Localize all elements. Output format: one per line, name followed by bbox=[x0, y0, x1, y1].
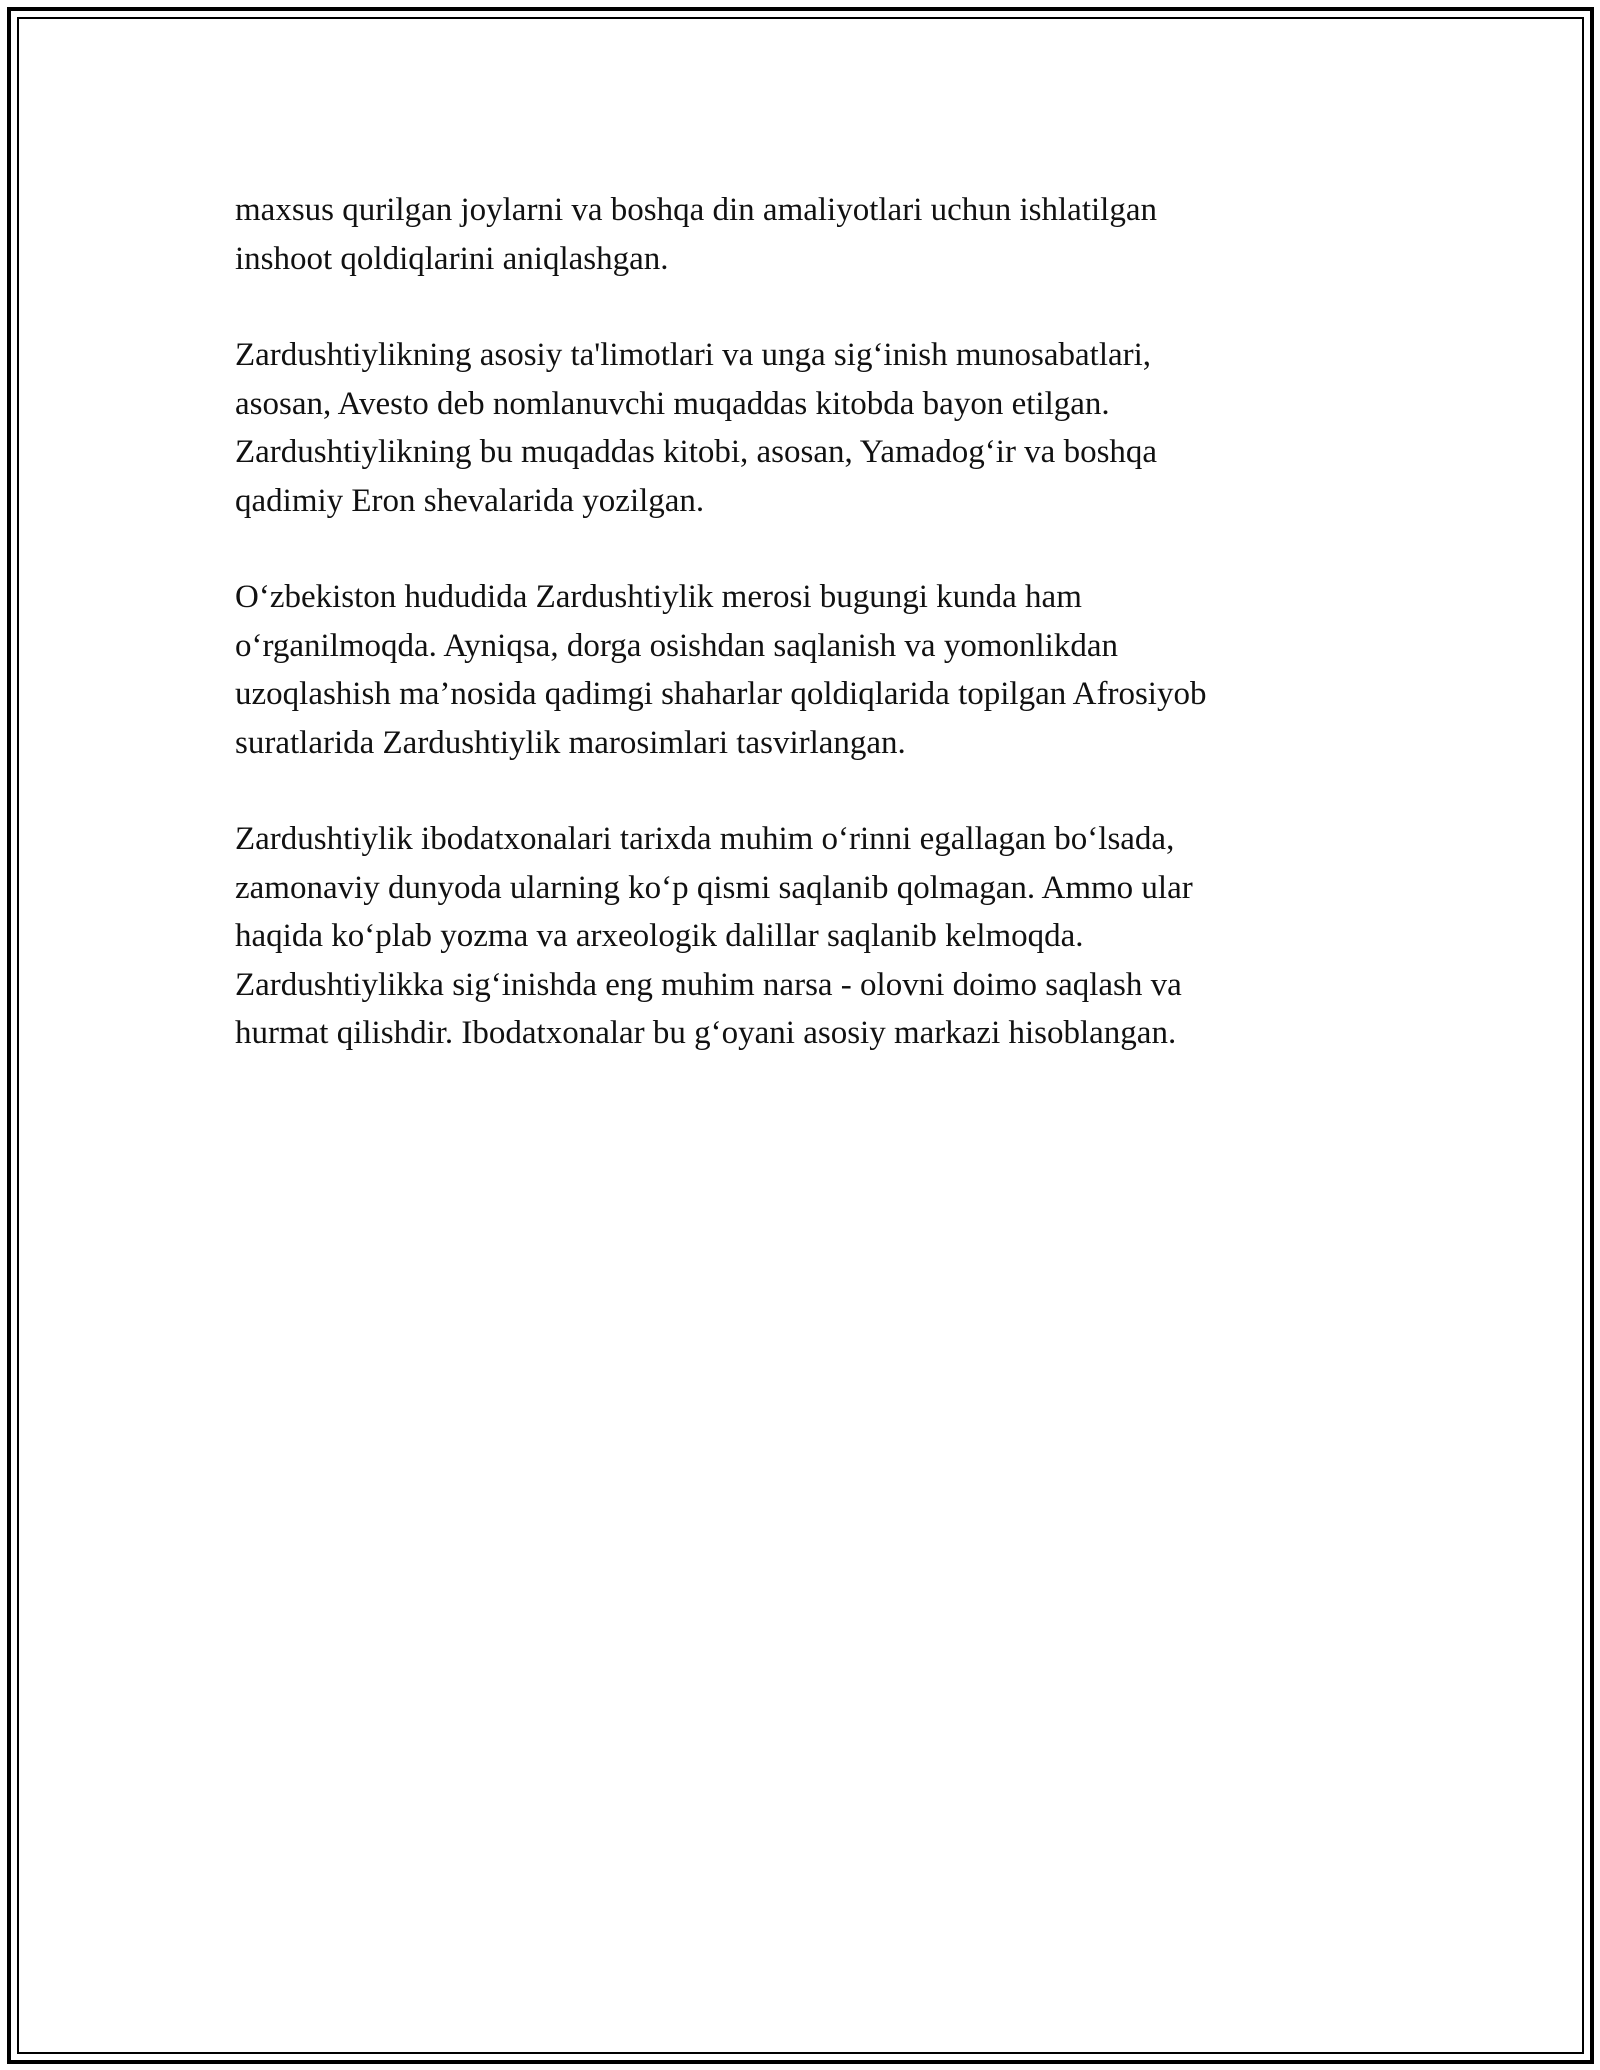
paragraph: O‘zbekiston hududida Zardushtiylik merosi bugungi kunda ham o‘rganilmoqda. Ayniqsa, dorga osishdan saqlanish va yomonlikdan uzoqlashish ma’nosida qadimgi shaharlar qoldiqlarida topilgan Afrosiyob suratlarida Zardushtiylik marosimlari tasvirlangan. bbox=[235, 579, 1207, 761]
paragraph: maxsus qurilgan joylarni va boshqa din amaliyotlari uchun ishlatilgan inshoot qoldiqlarini aniqlashgan. bbox=[235, 192, 1157, 277]
paragraph: Zardushtiylikning asosiy ta'limotlari va unga sig‘inish munosabatlari, asosan, Avesto deb nomlanuvchi muqaddas kitobda bayon etilgan. Zardushtiylikning bu muqaddas kitobi, asosan, Yamadog‘ir va boshqa qadimiy Eron shevalarida yozilgan. bbox=[235, 337, 1158, 519]
document-body bbox=[235, 186, 1355, 1106]
paragraph: Zardushtiylik ibodatxonalari tarixda muhim o‘rinni egallagan bo‘lsada, zamonaviy dunyoda ularning ko‘p qismi saqlanib qolmagan. Ammo ular haqida ko‘plab yozma va arxeologik dalillar saqlanib kelmoqda. Zardushtiylikka sig‘inishda eng muhim narsa - olovni doimo saqlash va hurmat qilishdir. Ibodatxonalar bu g‘oyani asosiy markazi hisoblangan. bbox=[235, 821, 1193, 1051]
